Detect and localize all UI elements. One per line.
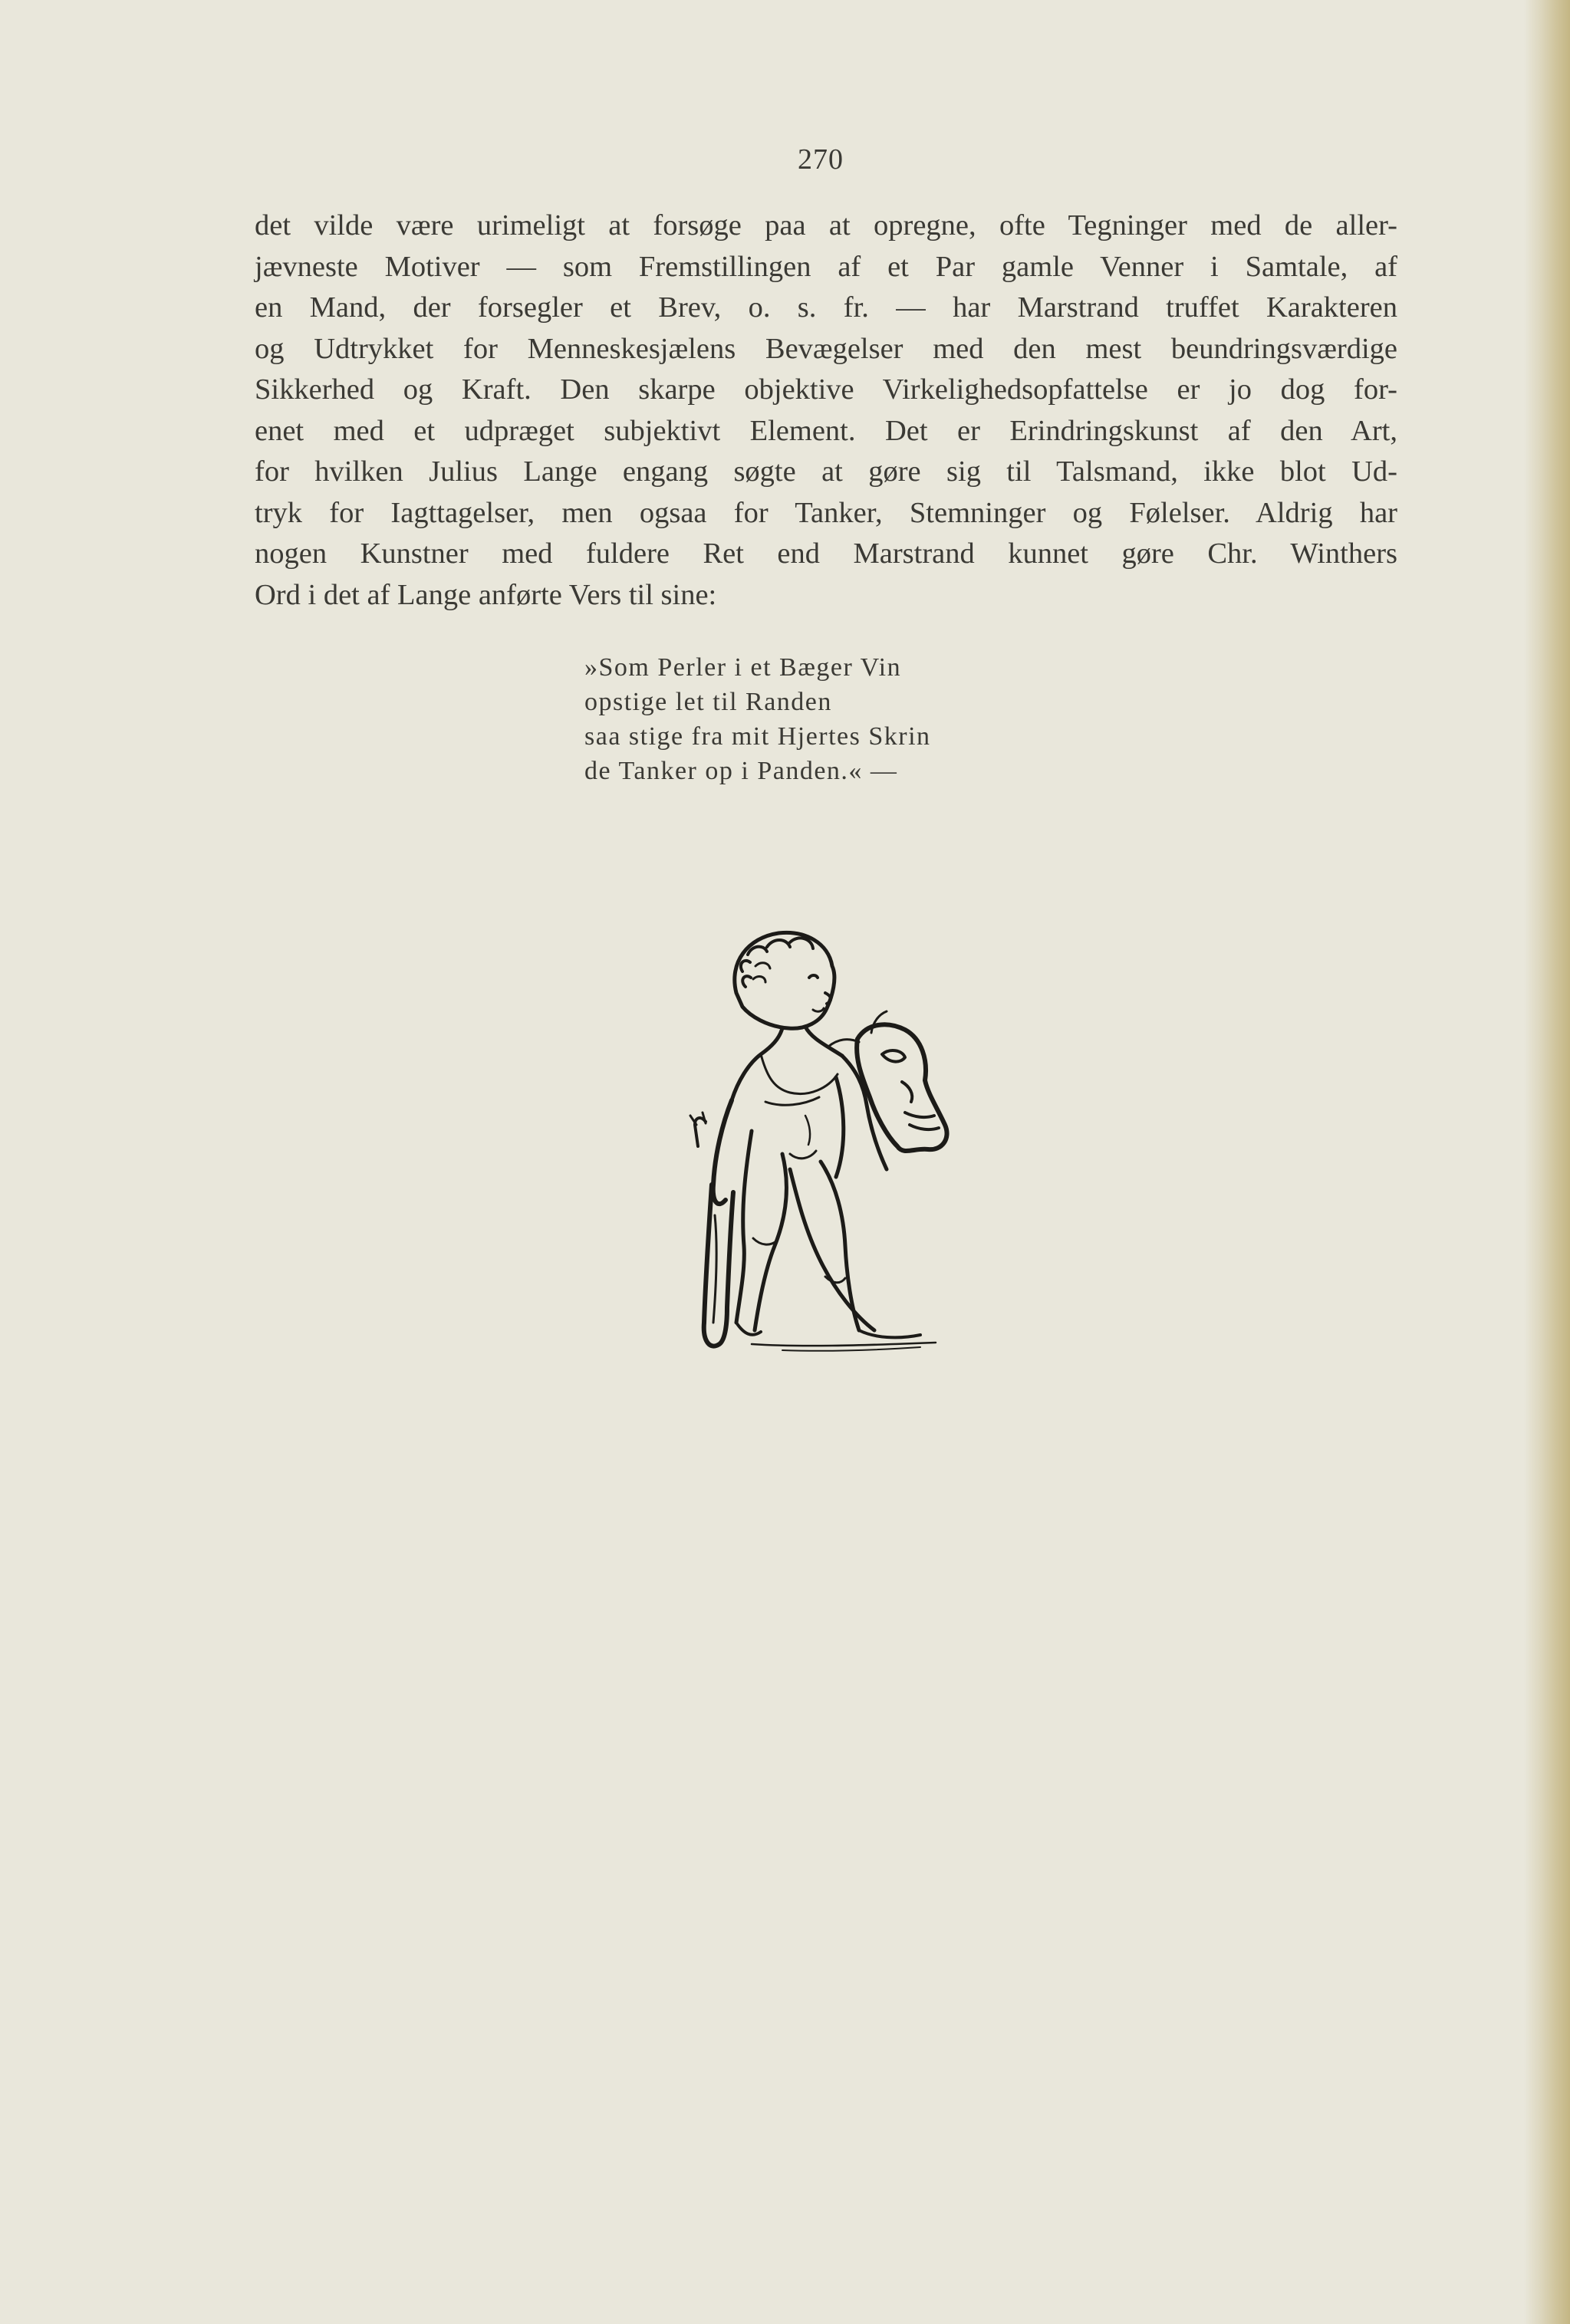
verse-line: opstige let til Randen <box>584 688 832 716</box>
verse-quote <box>584 650 1045 788</box>
body-line: det vilde være urimeligt at forsøge paa at opregne, ofte Tegninger med de aller- <box>255 209 1397 242</box>
body-line: Ord i det af Lange anførte Vers til sine: <box>255 578 717 611</box>
page-edge-shadow <box>1524 0 1570 2324</box>
putto-with-mask-sketch-icon <box>675 924 982 1369</box>
body-line: jævneste Motiver — som Fremstillingen af et Par gamle Venner i Samtale, af <box>255 250 1397 283</box>
body-line: en Mand, der forsegler et Brev, o. s. fr. — har Marstrand truffet Karakteren <box>255 291 1397 324</box>
body-line: og Udtrykket for Menneskesjælens Bevægelser med den mest beundringsværdige <box>255 332 1397 365</box>
body-paragraph <box>255 205 1397 616</box>
verse-line: saa stige fra mit Hjertes Skrin <box>584 722 931 751</box>
page-number: 270 <box>798 143 844 176</box>
body-line: enet med et udpræget subjektivt Element. Det er Erindringskunst af den Art, <box>255 414 1397 447</box>
verse-line: »Som Perler i et Bæger Vin <box>584 653 902 682</box>
body-line: Sikkerhed og Kraft. Den skarpe objektive Virkelighedsopfattelse er jo dog for- <box>255 373 1397 406</box>
body-line: tryk for Iagttagelser, men ogsaa for Tanker, Stemninger og Følelser. Aldrig har <box>255 496 1397 529</box>
body-line: for hvilken Julius Lange engang søgte at gøre sig til Talsmand, ikke blot Ud- <box>255 455 1397 488</box>
verse-line: de Tanker op i Panden.« — <box>584 757 898 785</box>
body-line: nogen Kunstner med fuldere Ret end Marstrand kunnet gøre Chr. Winthers <box>255 537 1397 570</box>
